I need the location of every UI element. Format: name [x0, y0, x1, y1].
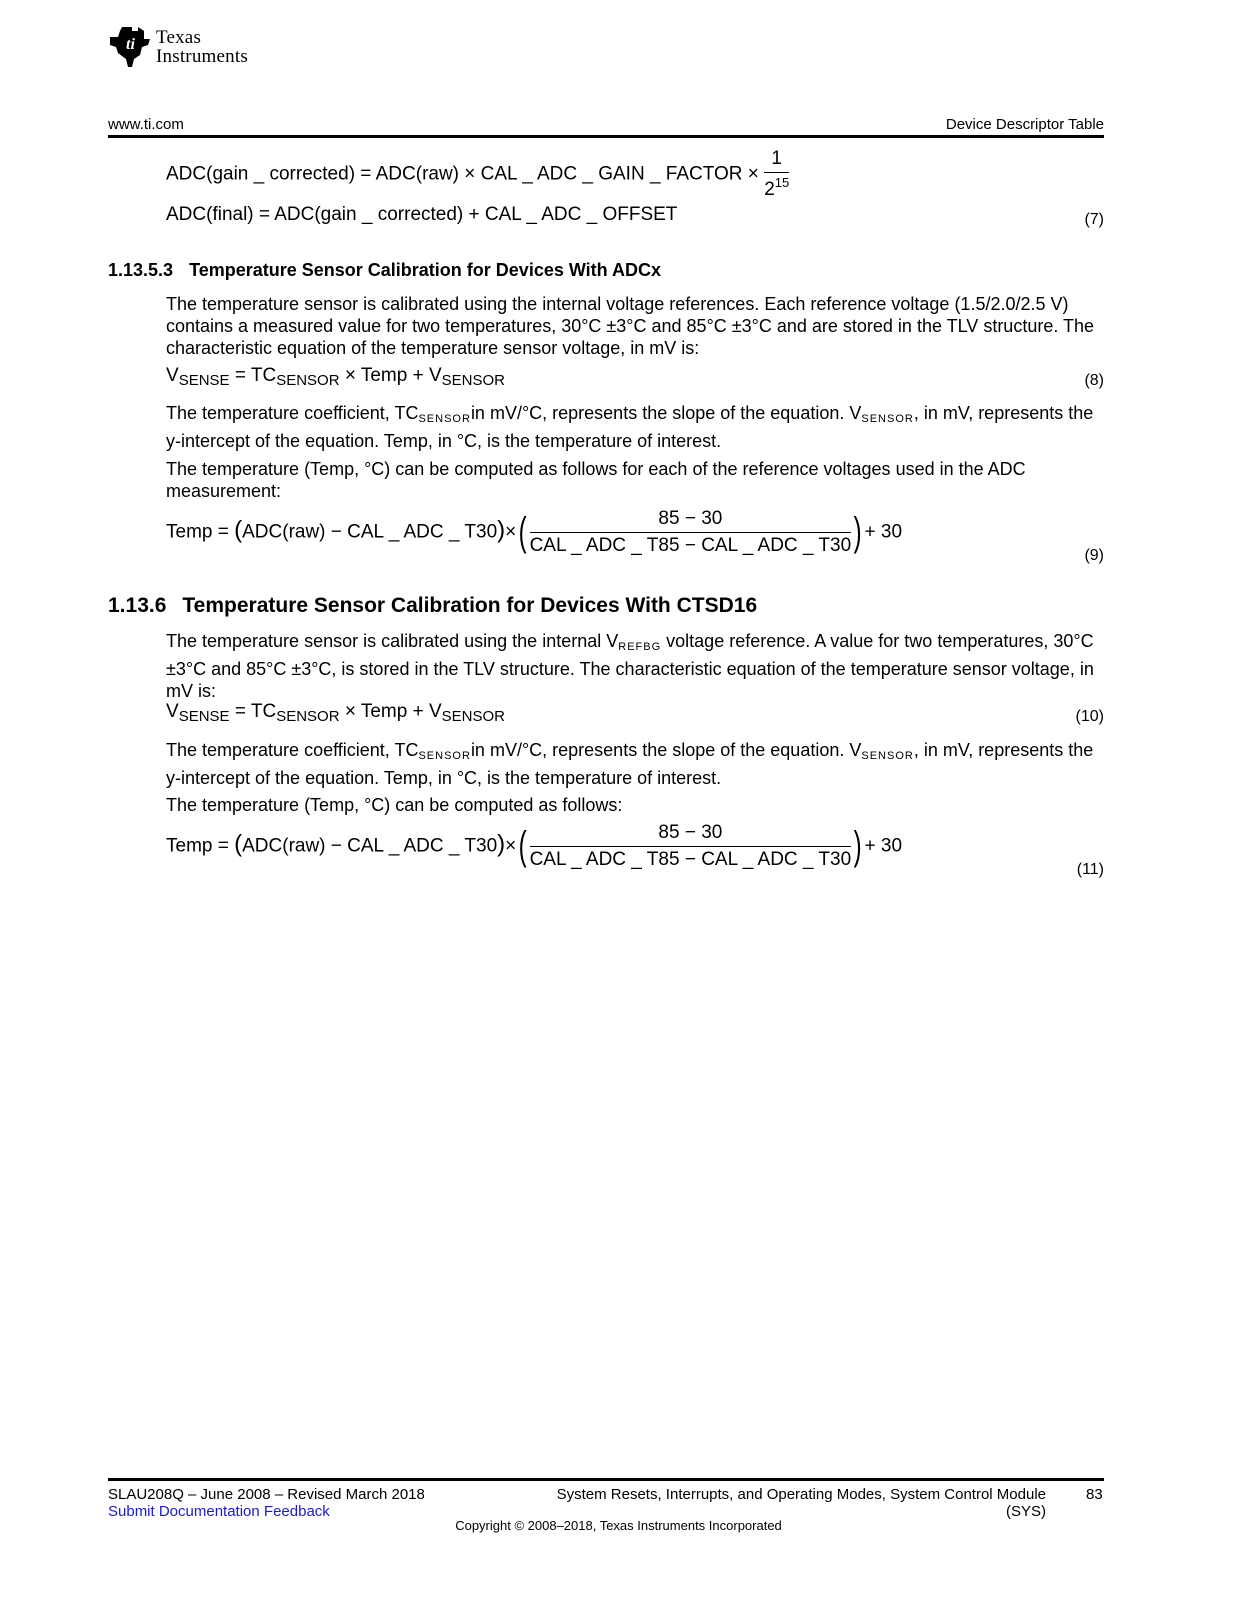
coef-text-c: , in mV, represents the y-intercept of the equation. Temp, in °C, is the temperature of interest. — [166, 403, 1094, 451]
logo-line-1: Texas — [156, 27, 202, 48]
eq11-lhs: Temp = — [166, 835, 235, 857]
equation-8-number: (8) — [1084, 372, 1104, 389]
eq10-sub-sense: SENSE — [178, 708, 230, 725]
logo-wordmark — [156, 28, 248, 66]
equation-11-number: (11) — [1076, 861, 1104, 878]
eq7-lhs: ADC(gain _ corrected) = ADC(raw) × CAL _ ADC _ GAIN _ FACTOR × — [166, 163, 759, 185]
equation-7-line-1 — [166, 148, 789, 201]
eq7-fraction — [764, 148, 789, 201]
equation-11 — [166, 822, 902, 871]
coef-text-b: in mV/°C, represents the slope of the equation. V — [470, 403, 862, 423]
ti-logo — [108, 24, 248, 70]
eq7-den-exp: 15 — [774, 175, 790, 190]
eq11-frac-den: CAL _ ADC _ T85 − CAL _ ADC _ T30 — [529, 849, 852, 870]
eq11-open-paren: ( — [234, 830, 243, 858]
eq8-sub-sensor-2: SENSOR — [441, 372, 506, 389]
coef-sub-2: SENSOR — [861, 750, 914, 762]
header-url[interactable]: www.ti.com — [108, 116, 184, 133]
section-heading-1-13-6 — [108, 594, 757, 618]
eq9-frac-den: CAL _ ADC _ T85 − CAL _ ADC _ T30 — [529, 535, 852, 556]
eq8-v2: V — [428, 365, 442, 386]
eq11-fraction — [530, 822, 852, 871]
paragraph-adcx-coefficient — [166, 402, 1106, 452]
equation-9-number: (9) — [1084, 547, 1104, 564]
logo-line-2: Instruments — [156, 46, 248, 67]
section-heading-1-13-5-3 — [108, 260, 661, 281]
equation-7-line-2: ADC(final) = ADC(gain _ corrected) + CAL _ ADC _ OFFSET — [166, 204, 678, 225]
eq11-times: × — [505, 835, 517, 857]
section-title: Temperature Sensor Calibration for Devices With CTSD16 — [182, 594, 758, 617]
section-number: 1.13.6 — [108, 594, 167, 617]
eq7-frac-num: 1 — [764, 148, 789, 173]
eq11-inner: ADC(raw) − CAL _ ADC _ T30 — [242, 835, 498, 857]
coef-text-c: , in mV, represents the y-intercept of the equation. Temp, in °C, is the temperature of interest. — [166, 740, 1094, 788]
equation-8 — [166, 365, 505, 389]
eq10-times-temp: × Temp + — [339, 701, 429, 722]
eq9-plus: + 30 — [864, 521, 903, 543]
eq9-big-close-paren: ) — [853, 510, 862, 554]
footer-copyright: Copyright © 2008–2018, Texas Instruments Incorporated — [455, 1518, 782, 1533]
header-rule — [108, 135, 1104, 138]
eq11-big-open-paren: ( — [518, 824, 527, 868]
coef-sub-2: SENSOR — [861, 413, 914, 425]
ctsd16-text-b: voltage reference. A value for two temperatures, 30°C ±3°C and 85°C ±3°C, is stored in the TLV structure. The characteristic equation of the temperature sensor voltage, in mV is: — [166, 631, 1094, 701]
eq9-big-open-paren: ( — [518, 510, 527, 554]
ctsd16-text-a: The temperature sensor is calibrated using the internal V — [166, 631, 619, 651]
eq8-equals: = — [229, 365, 251, 386]
eq9-times: × — [505, 521, 517, 543]
equation-10 — [166, 701, 505, 725]
coef-text-b: in mV/°C, represents the slope of the equation. V — [470, 740, 862, 760]
eq7-den-base: 2 — [764, 179, 775, 200]
ctsd16-sub-refbg: REFBG — [618, 641, 662, 653]
eq9-open-paren: ( — [234, 516, 243, 544]
coef-text-a: The temperature coefficient, TC — [166, 403, 419, 423]
eq8-times-temp: × Temp + — [339, 365, 429, 386]
eq10-equals: = — [229, 701, 251, 722]
eq7-frac-den — [764, 173, 789, 201]
eq11-big-close-paren: ) — [853, 824, 862, 868]
equation-9 — [166, 508, 902, 557]
equation-7-number: (7) — [1084, 211, 1104, 228]
eq8-sub-sense: SENSE — [178, 372, 230, 389]
svg-text:ti: ti — [126, 36, 135, 53]
submit-feedback-link[interactable]: Submit Documentation Feedback — [108, 1503, 330, 1520]
coef-text-a: The temperature coefficient, TC — [166, 740, 419, 760]
eq10-sub-sensor-2: SENSOR — [441, 708, 506, 725]
eq8-v: V — [166, 365, 179, 386]
paragraph-adcx-intro: The temperature sensor is calibrated using the internal voltage references. Each reference voltage (1.5/2.0/2.5 V) contains a measured value for two temperatures, 30°C ±3°C and 85°C ±3°C and are stored in the TLV structure. The characteristic equation of the temperature sensor voltage, in mV is: — [166, 294, 1095, 358]
eq10-sub-sensor: SENSOR — [276, 708, 340, 725]
eq11-frac-num: 85 − 30 — [530, 822, 852, 847]
eq9-close-paren: ) — [497, 516, 506, 544]
eq8-tc: TC — [250, 365, 277, 386]
header-section: Device Descriptor Table — [945, 116, 1104, 133]
footer-doc-id: SLAU208Q – June 2008 – Revised March 2018 — [108, 1486, 425, 1503]
eq10-v2: V — [428, 701, 442, 722]
paragraph-ctsd16-intro — [166, 630, 1106, 702]
footer-chapter-title: System Resets, Interrupts, and Operating Modes, System Control Module (SYS) — [556, 1486, 1046, 1520]
ti-logo-icon — [108, 25, 152, 69]
eq11-close-paren: ) — [497, 830, 506, 858]
section-number: 1.13.5.3 — [108, 260, 174, 280]
equation-10-number: (10) — [1075, 708, 1104, 725]
eq9-frac-num: 85 − 30 — [530, 508, 852, 533]
eq11-plus: + 30 — [864, 835, 903, 857]
eq10-tc: TC — [250, 701, 277, 722]
coef-sub-1: SENSOR — [418, 413, 471, 425]
paragraph-ctsd16-coefficient — [166, 739, 1106, 789]
eq10-v: V — [166, 701, 179, 722]
eq9-lhs: Temp = — [166, 521, 235, 543]
eq9-fraction — [530, 508, 852, 557]
section-title: Temperature Sensor Calibration for Devices With ADCx — [189, 260, 662, 280]
eq8-sub-sensor: SENSOR — [276, 372, 340, 389]
eq9-inner: ADC(raw) − CAL _ ADC _ T30 — [242, 521, 498, 543]
footer-rule — [108, 1478, 1104, 1481]
paragraph-ctsd16-compute: The temperature (Temp, °C) can be computed as follows: — [166, 795, 623, 815]
coef-sub-1: SENSOR — [418, 750, 471, 762]
paragraph-adcx-compute: The temperature (Temp, °C) can be computed as follows for each of the reference voltages used in the ADC measurement: — [166, 459, 1026, 501]
page-number: 83 — [1086, 1486, 1103, 1503]
